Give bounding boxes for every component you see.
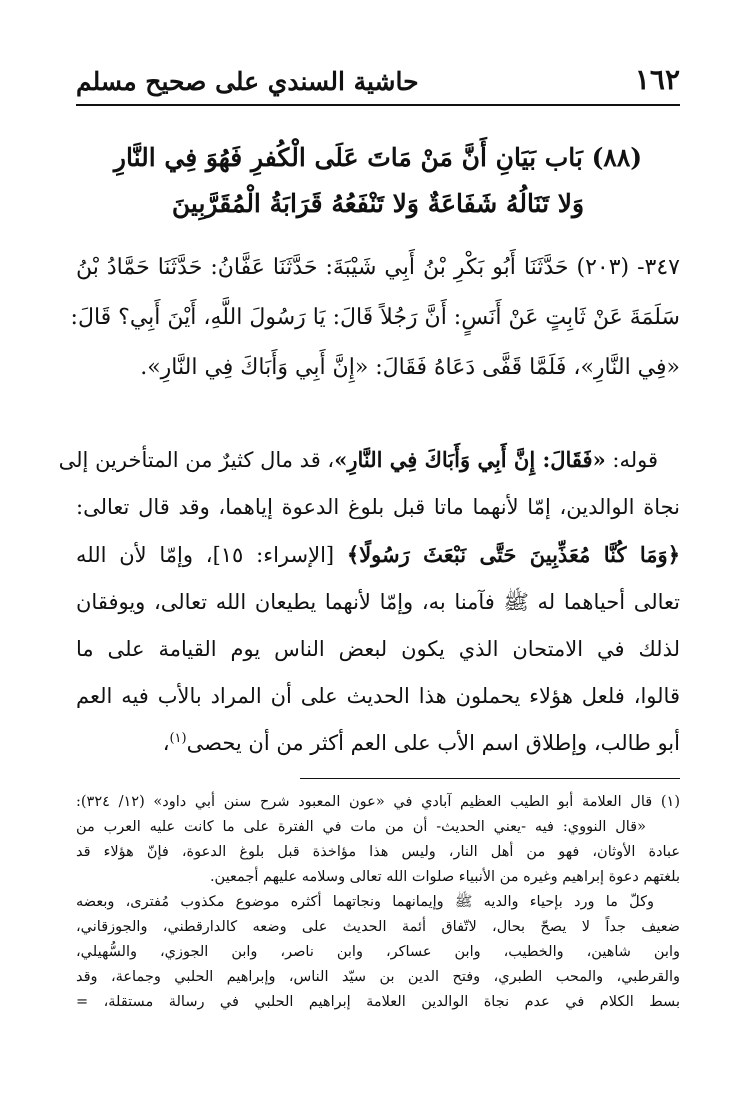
- footnote-reference[interactable]: (١): [169, 731, 187, 746]
- commentary-line-6: قالوا، فلعل هؤلاء يحملون هذا الحديث على أن المراد بالأب فيه العم: [76, 684, 680, 708]
- quran-verse: ﴿وَمَا كُنَّا مُعَذِّبِينَ حَتَّى نَبْعَثَ رَسُولًا﴾: [346, 542, 680, 567]
- footnote-line-3: عبادة الأوثان، فهو من أهل النار، وليس هذا مؤاخذة قبل بلوغ الدعوة، فإنّ هؤلاء قد: [76, 844, 680, 860]
- footnote-line-1: (١) قال العلامة أبو الطيب العظيم آبادي في «عون المعبود شرح سنن أبي داود» (١٢/ ٣٢٤):: [76, 794, 680, 810]
- commentary-lead: قوله:: [605, 448, 658, 472]
- footnote-line-8: والقرطبي، والمحب الطبري، وفتح الدين بن سيّد الناس، وإبراهيم الحلبي وجماعة، وقد: [76, 969, 680, 985]
- chapter-heading-line-2: وَلا تَنَالُهُ شَفَاعَةٌ وَلا تَنْفَعُهُ قَرَابَةُ الْمُقَرَّبِينَ: [171, 189, 585, 218]
- commentary-quote: «فَقَالَ: إِنَّ أَبِي وَأَبَاكَ فِي النَّارِ»: [334, 447, 606, 472]
- footnote-line-9: بسط الكلام في عدم نجاة الوالدين العلامة إبراهيم الحلبي في رسالة مستقلة، =: [76, 994, 680, 1010]
- hadith-line-2: سَلَمَةَ عَنْ ثَابِتٍ عَنْ أَنَسٍ: أَنَّ رَجُلاً قَالَ: يَا رَسُولَ اللَّهِ، أَيْنَ أَبِي؟ قَالَ:: [70, 305, 680, 330]
- page-number: ١٦٢: [634, 63, 680, 96]
- running-title: حاشية السندي على صحيح مسلم: [76, 67, 419, 96]
- hadith-line-1: ٣٤٧- (٢٠٣) حَدَّثَنَا أَبُو بَكْرِ بْنُ أَبِي شَيْبَةَ: حَدَّثَنَا عَفَّانُ: حَدَّثَنَا حَمَّادُ بْنُ: [76, 255, 680, 280]
- commentary-line-7-end: ،: [162, 731, 170, 755]
- commentary-line-1-rest: ، قد مال كثيرٌ من المتأخرين إلى: [58, 448, 335, 472]
- footnote-separator: [300, 778, 680, 779]
- footnote-line-7: وابن شاهين، والخطيب، وابن عساكر، وابن ناصر، وابن الجوزي، والسُّهيلي،: [76, 944, 680, 960]
- commentary-line-1: [58, 436, 680, 484]
- footnote-line-6: ضعيف جداً لا يصحّ بحال، لاتّفاق أئمة الحديث على وضعه كالدارقطني، والجوزقاني،: [76, 919, 680, 935]
- page-header: [76, 56, 680, 106]
- chapter-heading: [76, 135, 680, 227]
- hadith-text: [70, 243, 680, 393]
- commentary-line-7-text: أبو طالب، وإطلاق اسم الأب على العم أكثر من أن يحصى: [186, 731, 680, 755]
- footnote-line-2: «قال النووي: فيه -يعني الحديث- أن من مات في الفترة على ما كانت عليه العرب من: [76, 819, 646, 835]
- commentary-line-4: تعالى أحياهما له ﷺ فآمنا به، وإمّا لأنهما يطيعان الله تعالى، ويوفقان: [76, 590, 680, 614]
- commentary-line-2: نجاة الوالدين، إمّا لأنهما ماتا قبل بلوغ الدعوة إياهما، وقد قال تعالى:: [76, 495, 680, 519]
- commentary-line-5: لذلك في الامتحان الذي يكون لبعض الناس يوم القيامة على ما: [76, 637, 680, 661]
- footnote-line-5: وكلّ ما ورد بإحياء والديه ﷺ وإيمانهما ونجاتهما أكثره موضوع مكذوب مُفترى، وبعضه: [76, 894, 654, 910]
- commentary-line-3: [76, 531, 680, 579]
- commentary-line-7: [76, 720, 680, 767]
- footnotes: [76, 790, 680, 1015]
- chapter-heading-line-1: (٨٨) بَاب بَيَانِ أَنَّ مَنْ مَاتَ عَلَى الْكُفرِ فَهُوَ فِي النَّارِ: [113, 143, 643, 172]
- commentary-line-3-rest: [الإسراء: ١٥]، وإمّا لأن الله: [76, 543, 347, 567]
- hadith-line-3: «فِي النَّارِ»، فَلَمَّا قَفَّى دَعَاهُ فَقَالَ: «إِنَّ أَبِي وَأَبَاكَ فِي النَّارِ».: [140, 355, 680, 380]
- footnote-line-4: بلغتهم دعوة إبراهيم وغيره من الأنبياء صلوات الله تعالى وسلامه عليهم أجمعين.: [209, 869, 680, 885]
- commentary-text: [58, 436, 680, 767]
